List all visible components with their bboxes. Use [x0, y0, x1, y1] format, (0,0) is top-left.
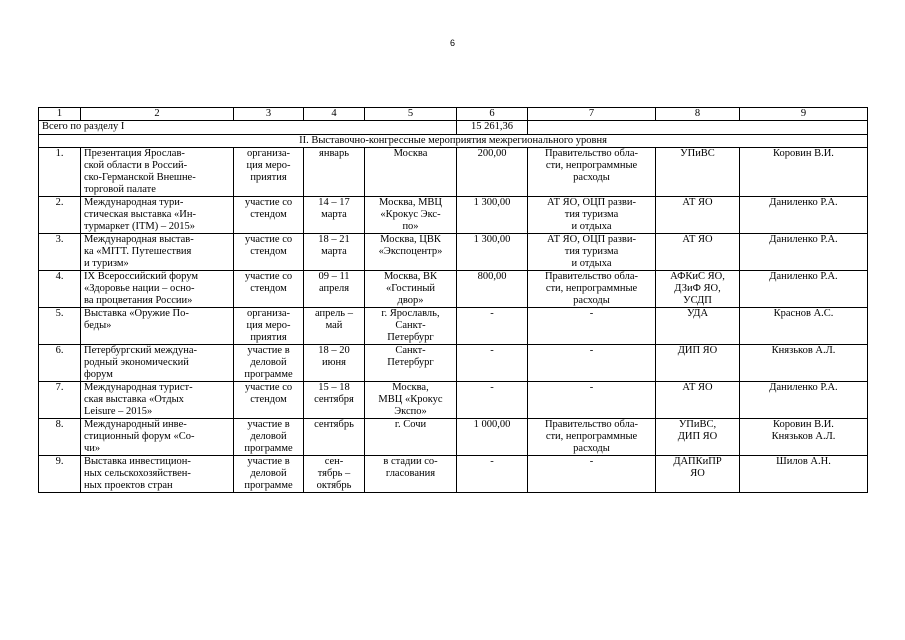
column-number-4: 4	[304, 108, 365, 121]
funding-amount: -	[457, 345, 528, 382]
table-row	[39, 345, 868, 382]
participation-form: участие в деловой программе	[234, 345, 304, 382]
funding-source: -	[528, 308, 656, 345]
participation-form: участие в деловой программе	[234, 419, 304, 456]
row-number: 1.	[39, 148, 81, 197]
row-number: 2.	[39, 197, 81, 234]
event-name: Международный инве- стиционный форум «Со- чи»	[81, 419, 234, 456]
responsible-person: Коровин В.И.	[740, 148, 868, 197]
event-date: апрель – май	[304, 308, 365, 345]
responsible-organization: АТ ЯО	[656, 197, 740, 234]
participation-form: участие со стендом	[234, 234, 304, 271]
column-number-1: 1	[39, 108, 81, 121]
table-row	[39, 456, 868, 493]
funding-amount: 200,00	[457, 148, 528, 197]
table-row	[39, 148, 868, 197]
section-total-empty	[528, 121, 868, 135]
participation-form: участие со стендом	[234, 197, 304, 234]
page-number: 6	[449, 38, 455, 48]
column-number-7: 7	[528, 108, 656, 121]
event-date: 18 – 21 марта	[304, 234, 365, 271]
responsible-person: Коровин В.И. Князьков А.Л.	[740, 419, 868, 456]
funding-amount: 800,00	[457, 271, 528, 308]
event-place: Москва, МВЦ «Крокус Экс- по»	[365, 197, 457, 234]
event-name: Петербургский междуна- родный экономический форум	[81, 345, 234, 382]
table-row	[39, 271, 868, 308]
funding-source: -	[528, 345, 656, 382]
table-row	[39, 308, 868, 345]
event-name: Выставка инвестицион- ных сельскохозяйствен- ных проектов стран	[81, 456, 234, 493]
event-name: Международная турист- ская выставка «Отдых Leisure – 2015»	[81, 382, 234, 419]
event-name: Международная выстав- ка «МITT. Путешествия и туризм»	[81, 234, 234, 271]
funding-amount: 1 300,00	[457, 234, 528, 271]
event-date: сентябрь	[304, 419, 365, 456]
event-date: 14 – 17 марта	[304, 197, 365, 234]
funding-amount: -	[457, 456, 528, 493]
event-place: Москва, МВЦ «Крокус Экспо»	[365, 382, 457, 419]
column-number-3: 3	[234, 108, 304, 121]
event-date: январь	[304, 148, 365, 197]
responsible-organization: АФКиС ЯО, ДЗиФ ЯО, УСДП	[656, 271, 740, 308]
table-row	[39, 382, 868, 419]
event-date: сен- тябрь – октябрь	[304, 456, 365, 493]
responsible-organization: УДА	[656, 308, 740, 345]
responsible-person: Краснов А.С.	[740, 308, 868, 345]
event-place: Москва, ВК «Гостиный двор»	[365, 271, 457, 308]
event-place: Москва, ЦВК «Экспоцентр»	[365, 234, 457, 271]
event-name: IX Всероссийский форум «Здоровье нации – осно- ва процветания России»	[81, 271, 234, 308]
responsible-organization: УПиВС, ДИП ЯО	[656, 419, 740, 456]
responsible-person: Даниленко Р.А.	[740, 382, 868, 419]
responsible-organization: УПиВС	[656, 148, 740, 197]
event-place: Санкт- Петербург	[365, 345, 457, 382]
funding-source: Правительство обла- сти, непрограммные расходы	[528, 271, 656, 308]
funding-source: АТ ЯО, ОЦП разви- тия туризма и отдыха	[528, 197, 656, 234]
responsible-person: Князьков А.Л.	[740, 345, 868, 382]
row-number: 4.	[39, 271, 81, 308]
event-place: в стадии со- гласования	[365, 456, 457, 493]
row-number: 9.	[39, 456, 81, 493]
event-name: Международная тури- стическая выставка «Ин- турмаркет (ITM) – 2015»	[81, 197, 234, 234]
section-title: II. Выставочно-конгрессные мероприятия межрегионального уровня	[39, 135, 868, 148]
event-name: Презентация Ярослав- ской области в Россий- ско-Германской Внешне- торговой палате	[81, 148, 234, 197]
funding-amount: -	[457, 382, 528, 419]
responsible-person: Даниленко Р.А.	[740, 234, 868, 271]
table-header-row	[39, 108, 868, 121]
participation-form: организа- ция меро- приятия	[234, 308, 304, 345]
row-number: 8.	[39, 419, 81, 456]
participation-form: организа- ция меро- приятия	[234, 148, 304, 197]
funding-amount: 1 300,00	[457, 197, 528, 234]
row-number: 6.	[39, 345, 81, 382]
column-number-8: 8	[656, 108, 740, 121]
section-total-label: Всего по разделу I	[39, 121, 457, 135]
event-place: Москва	[365, 148, 457, 197]
column-number-2: 2	[81, 108, 234, 121]
section-total-amount: 15 261,36	[457, 121, 528, 135]
row-number: 3.	[39, 234, 81, 271]
column-number-9: 9	[740, 108, 868, 121]
funding-source: -	[528, 382, 656, 419]
section-total-row	[39, 121, 868, 135]
responsible-person: Даниленко Р.А.	[740, 197, 868, 234]
section-title-row	[39, 135, 868, 148]
responsible-person: Даниленко Р.А.	[740, 271, 868, 308]
funding-source: Правительство обла- сти, непрограммные расходы	[528, 419, 656, 456]
responsible-organization: АТ ЯО	[656, 382, 740, 419]
row-number: 7.	[39, 382, 81, 419]
event-name: Выставка «Оружие По- беды»	[81, 308, 234, 345]
column-number-6: 6	[457, 108, 528, 121]
participation-form: участие со стендом	[234, 271, 304, 308]
funding-source: -	[528, 456, 656, 493]
event-date: 15 – 18 сентября	[304, 382, 365, 419]
table-body	[39, 148, 868, 493]
responsible-person: Шилов А.Н.	[740, 456, 868, 493]
responsible-organization: ДИП ЯО	[656, 345, 740, 382]
table-row	[39, 419, 868, 456]
responsible-organization: АТ ЯО	[656, 234, 740, 271]
table-row	[39, 234, 868, 271]
event-place: г. Сочи	[365, 419, 457, 456]
participation-form: участие в деловой программе	[234, 456, 304, 493]
responsible-organization: ДАПКиПР ЯО	[656, 456, 740, 493]
event-date: 09 – 11 апреля	[304, 271, 365, 308]
events-table	[38, 107, 868, 493]
row-number: 5.	[39, 308, 81, 345]
funding-amount: 1 000,00	[457, 419, 528, 456]
funding-source: АТ ЯО, ОЦП разви- тия туризма и отдыха	[528, 234, 656, 271]
funding-source: Правительство обла- сти, непрограммные расходы	[528, 148, 656, 197]
event-place: г. Ярославль, Санкт- Петербург	[365, 308, 457, 345]
participation-form: участие со стендом	[234, 382, 304, 419]
funding-amount: -	[457, 308, 528, 345]
column-number-5: 5	[365, 108, 457, 121]
event-date: 18 – 20 июня	[304, 345, 365, 382]
table-row	[39, 197, 868, 234]
